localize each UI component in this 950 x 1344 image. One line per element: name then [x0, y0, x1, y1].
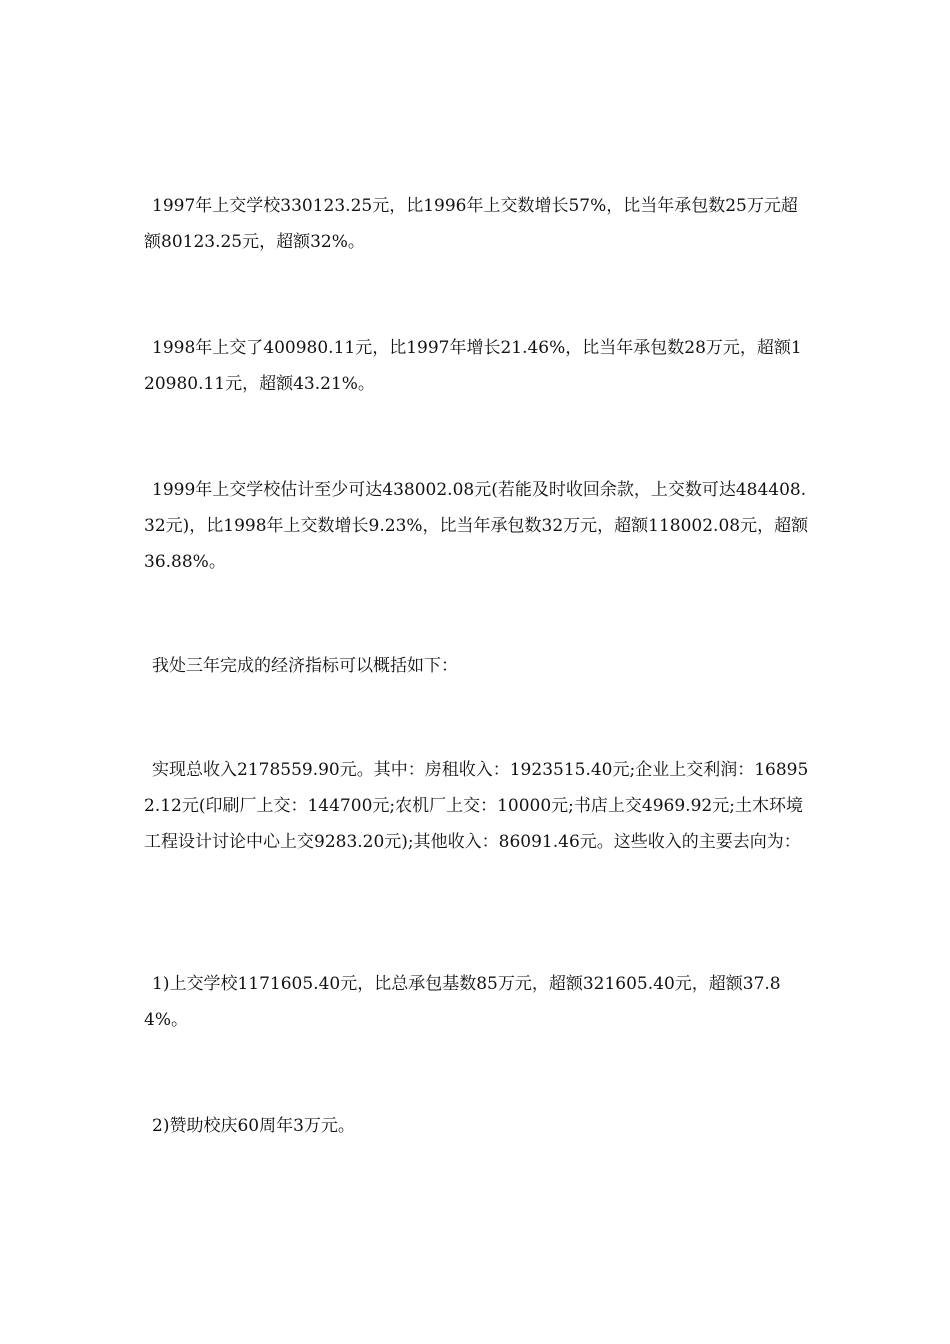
paragraph-1998-payment: 1998年上交了400980.11元，比1997年增长21.46%，比当年承包数28万元，超额120980.11元，超额43.21%。 — [144, 338, 802, 394]
paragraph-total-income: 实现总收入2178559.90元。其中：房租收入：1923515.40元;企业上交利润：168952.12元(印刷厂上交：144700元;农机厂上交：10000元;书店上交4969.92元;土木环境工程设计讨论中心上交9283.20元);其他收入：86091.46元。这些收入的主要去向为： — [144, 760, 809, 852]
paragraph-1999-payment: 1999年上交学校估计至少可达438002.08元(若能及时收回余款，上交数可达484408.32元)，比1998年上交数增长9.23%，比当年承包数32万元，超额118002.08元，超额36.88%。 — [144, 480, 809, 572]
paragraph-1997-payment: 1997年上交学校330123.25元，比1996年上交数增长57%，比当年承包数25万元超额80123.25元，超额32%。 — [144, 196, 798, 252]
paragraph-summary-intro: 我处三年完成的经济指标可以概括如下： — [152, 656, 458, 676]
paragraph-item-1: 1)上交学校1171605.40元，比总承包基数85万元，超额321605.40元，超额37.84%。 — [144, 974, 781, 1030]
paragraph-item-2: 2)赞助校庆60周年3万元。 — [152, 1116, 355, 1136]
